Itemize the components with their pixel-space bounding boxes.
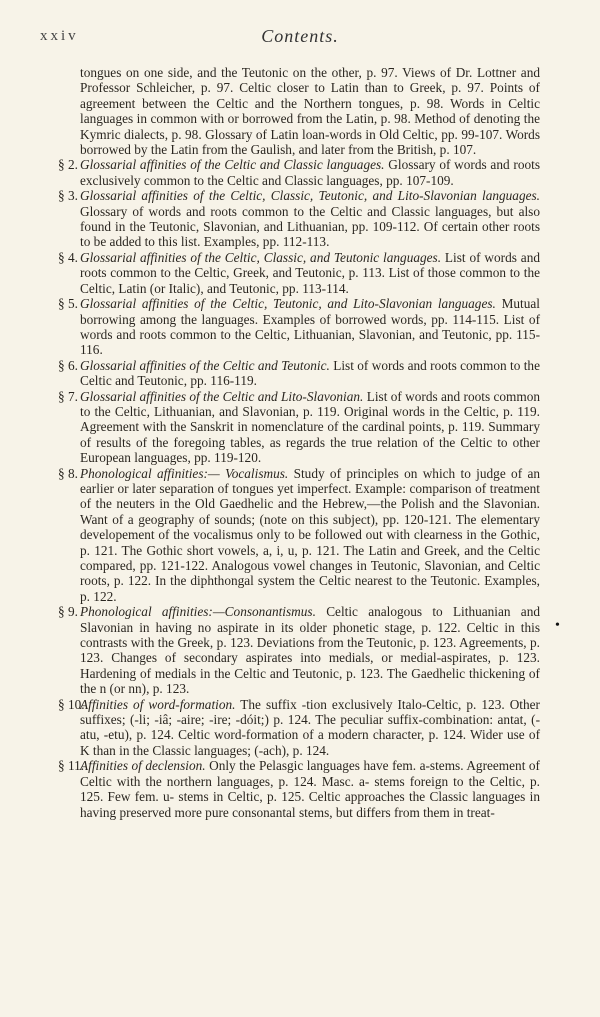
section-text: The suffix -tion exclusively Italo-Celtic, p. 123. Other suffixes; (-li; -iâ; -aire; -ire; -dóit;) p. 124. The peculiar suffix-combination: antat, (-atu, -etu), p. 124. Celtic word-formation of a modern character, p. 124. Wider use of K than in the Classic languages; (-ach), p. 124. [80,696,540,758]
section-text: List of words and roots common to the Celtic, Lithuanian, and Slavonian, p. 119. Original words in the Celtic, p. 119. Agreement with the Sanskrit in nomenclature of the cardinal points, p. 119. Summary of results of the foregoing tables, as regards the true relation of the Celtic to other European languages, pp. 119-120. [80,388,540,466]
section-entry [58,388,540,466]
section-entry [58,696,540,759]
section-entry [58,188,540,250]
section-number: § 5. [58,296,78,312]
section-number: § 2. [58,157,78,173]
section-entry [58,249,540,296]
section-number: § 3. [58,188,78,204]
running-head [0,26,600,50]
section-entry [58,604,540,697]
section-text: Glossary of words and roots common to the Celtic and Classic languages, but also found in the Teutonic, Slavonian, and Lithuanian, pp. 109-112. Of certain other roots to be added to this list. Examples, pp. 112-113. [80,203,540,250]
section-title: Affinities of declension. [80,758,206,774]
section-entry [58,465,540,605]
section-list [58,157,540,820]
section-number: § 9. [58,604,78,620]
section-title: Affinities of word-formation. [80,696,236,712]
section-entry [58,296,540,358]
section-number: § 6. [58,357,78,373]
section-number: § 11. [58,758,85,774]
section-number: § 8. [58,465,78,481]
section-text: List of words and roots common to the Celtic and Teutonic, pp. 116-119. [80,357,540,389]
contents-body [58,65,540,820]
section-text: Only the Pelasgic languages have fem. a-stems. Agreement of Celtic with the northern languages, p. 124. Masc. a- stems foreign to the Celtic, p. 125. Few fem. u- stems in Celtic, p. 125. Celtic approaches the Classic languages in having preserved more pure consonantal stems, but differs from them in treat- [80,758,540,820]
section-entry [58,157,540,188]
section-title: Glossarial affinities of the Celtic, Classic, and Teutonic languages. [80,249,442,265]
section-text: List of words and roots common to the Celtic, Greek, and Teutonic, p. 113. List of those common to the Celtic, Latin (or Italic), and Teutonic, pp. 113-114. [80,249,540,296]
intro-paragraph: tongues on one side, and the Teutonic on the other, p. 97. Views of Dr. Lottner and Professor Schleicher, p. 97. Celtic closer to Latin than to Greek, p. 97. Points of agreement between the Celtic and the Northern tongues, p. 98. Words in Celtic languages in common with or borrowed from the Latin, p. 98. Method of denoting the Kymric dialects, p. 98. Glossary of Latin loan-words in Old Celtic, pp. 99-107. Words borrowed by the Latin from the Gaulish, and later from the British, p. 107. [80,65,540,158]
section-entry [58,357,540,389]
page-number: xxiv [40,28,79,44]
section-title: Glossarial affinities of the Celtic and Lito-Slavonian. [80,388,364,404]
section-number: § 4. [58,249,78,265]
section-number: § 10. [58,696,85,712]
section-text: Celtic analogous to Lithuanian and Slavonian in having no aspirate in its older phonetic stage, p. 122. Celtic in this contrasts with the Greek, p. 123. Deviations from the Teutonic, p. 123. Agreements, p. 123. Changes of secondary aspirates into medials, or medial-aspirates, p. 123. Hardening of medials in the Celtic and Teutonic, p. 123. The Gaedhelic thickening of the n (or nn), p. 123. [80,604,540,697]
section-entry [58,758,540,820]
running-title: Contents. [261,26,339,46]
section-text: Study of principles on which to judge of an earlier or later separation of tongues yet imperfect. Example: comparison of treatment of the neuters in the Old Gaedhelic and the Hebrew,—the Polish and the Slavonian. Want of a geography of sounds; (note on this subject), pp. 120-121. The elementary developement of the vocalismus only to be followed out with clearness in the Gothic, p. 121. The Gothic short vowels, a, i, u, p. 121. The Latin and Greek, and the Celtic compared, pp. 121-122. Analogous vowel changes in Teutonic, Slavonian, and Celtic roots, p. 122. In the diphthongal system the Celtic nearest to the Teutonic. Examples, p. 122. [80,465,540,604]
margin-mark: • [555,618,560,633]
section-number: § 7. [58,388,78,404]
section-text: Glossary of words and roots exclusively common to the Celtic and Classic languages, pp. 107-109. [80,157,540,188]
section-title: Phonological affinities:— Vocalismus. [80,465,289,481]
section-title: Glossarial affinities of the Celtic, Teutonic, and Lito-Slavonian languages. [80,296,496,312]
section-title: Glossarial affinities of the Celtic and Teutonic. [80,357,330,373]
section-text: Mutual borrowing among the languages. Examples of borrowed words, pp. 114-115. List of words and roots common to the Celtic, Lithuanian, Slavonian, and Teutonic, pp. 115-116. [80,296,540,358]
section-title: Glossarial affinities of the Celtic and Classic languages. [80,157,385,173]
section-title: Phonological affinities:—Consonantismus. [80,604,316,620]
section-title: Glossarial affinities of the Celtic, Classic, Teutonic, and Lito-Slavonian languages. [80,188,540,204]
